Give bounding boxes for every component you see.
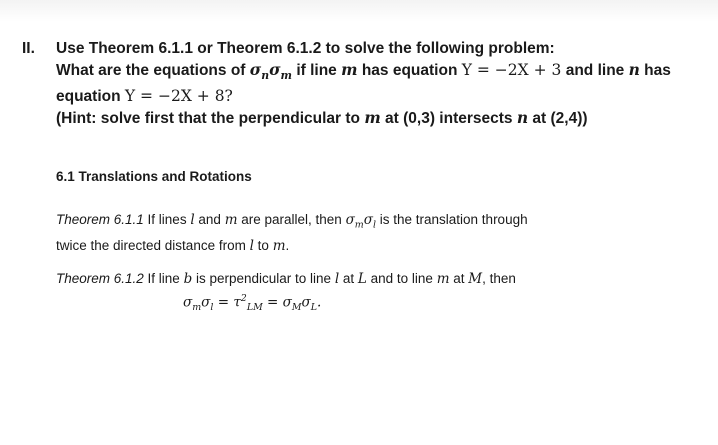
problem-text: and line [561, 62, 629, 79]
problem-text: What are the equations of [56, 62, 250, 79]
section-title: 6.1 Translations and Rotations [56, 169, 252, 184]
hint-text: at (0,3) intersects [380, 110, 517, 128]
problem-number: II. [22, 40, 35, 57]
theorem-text: at [339, 271, 358, 286]
problem-text: has [639, 62, 671, 79]
line-b-symbol: b [183, 271, 193, 287]
theorem-text: and [194, 212, 225, 227]
theorem-text: to [253, 237, 273, 253]
theorem-text: If line [143, 271, 184, 286]
problem-text: equation [56, 88, 125, 106]
theorem-text: at [449, 271, 469, 286]
theorem-6-1-2 [56, 269, 516, 289]
line-l-symbol: l [249, 237, 254, 254]
line-m-symbol: m [341, 60, 358, 79]
theorem-text: and to line [366, 271, 437, 286]
composition-sigma-m-sigma-l: $\sigma_m\sigma_l$ [345, 212, 376, 231]
theorem-text: . [285, 237, 290, 253]
line-n-symbol: n [628, 60, 640, 79]
hint-text: at (2,4)) [528, 110, 588, 128]
composition-sigma-n-sigma-m: $\sigma_n\sigma_m$ [249, 60, 293, 83]
theorem-1-line-2 [56, 236, 528, 256]
line-n-symbol: n [516, 108, 529, 128]
problem-hint [22, 107, 702, 129]
theorem-6-1-1 [56, 210, 528, 256]
line-l-symbol: l [190, 212, 195, 228]
point-L-symbol: L [357, 271, 367, 287]
problem-line-2 [22, 59, 702, 86]
theorem-text: If lines [143, 212, 191, 227]
problem-line-1 [22, 38, 702, 59]
problem-line-3 [22, 86, 702, 107]
theorem-1-line-1 [56, 210, 528, 236]
theorem-text: are parallel, then [237, 212, 346, 227]
theorem-text: , then [482, 271, 516, 286]
top-edge-shadow [0, 0, 718, 22]
line-m-symbol: m [364, 108, 381, 128]
problem-block [22, 38, 702, 129]
theorem-text: twice the directed distance from [56, 237, 250, 253]
theorem-text: is the translation through [376, 212, 528, 227]
theorem-2-line-1 [56, 269, 516, 289]
theorem-2-formula: $\sigma_m\sigma_l = \tau^2_{LM} = \sigma_M\sigma_L$. [183, 293, 322, 314]
hint-text: (Hint: solve first that the perpendicular to [56, 110, 365, 128]
equation-m: Y = −2X + 3 [461, 61, 562, 79]
line-m-symbol: m [224, 212, 238, 228]
equation-n: Y = −2X + 8? [124, 87, 233, 106]
line-m-symbol: m [272, 237, 286, 254]
theorem-text: is perpendicular to line [192, 271, 335, 286]
line-l-symbol: l [334, 271, 340, 287]
line-m-symbol: m [436, 271, 450, 287]
problem-text: has equation [357, 62, 462, 79]
problem-text: if line [292, 62, 342, 79]
theorem-label: Theorem 6.1.1 [56, 212, 144, 227]
problem-instruction: Use Theorem 6.1.1 or Theorem 6.1.2 to solve the following problem: [56, 40, 555, 57]
theorem-label: Theorem 6.1.2 [56, 271, 144, 286]
point-M-symbol: M [468, 271, 483, 287]
